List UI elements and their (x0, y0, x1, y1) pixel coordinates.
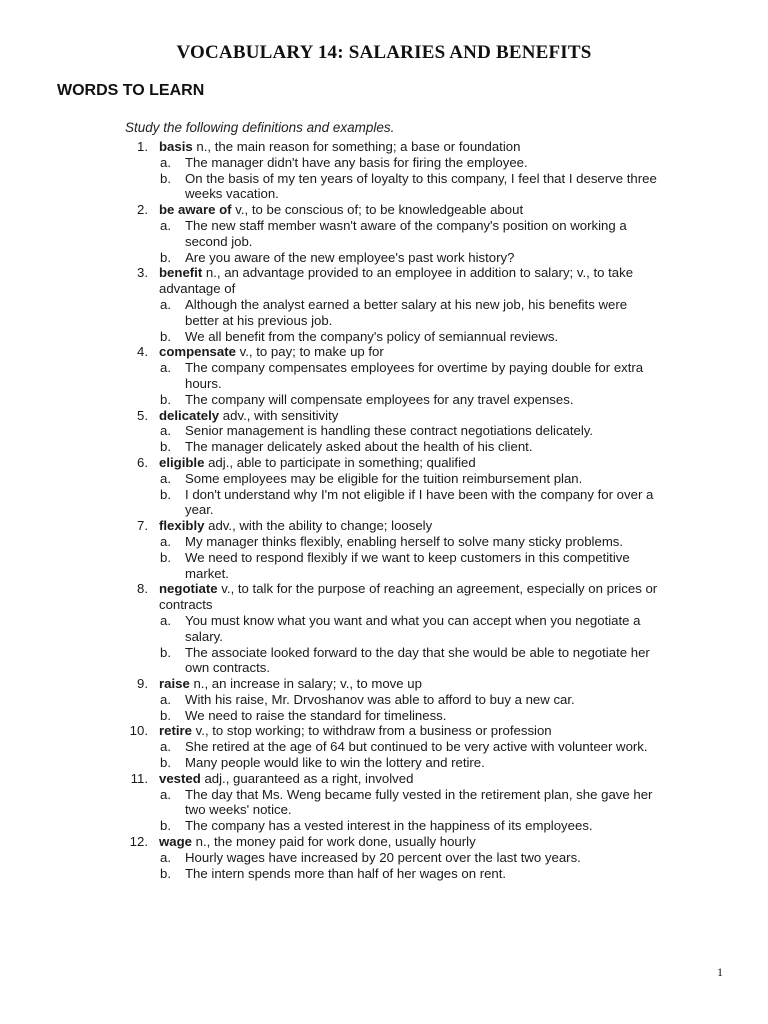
example-letter: a. (160, 217, 171, 233)
example-letter: b. (160, 391, 171, 407)
definition: n., an advantage provided to an employee in addition to salary; v., to take advantage of (159, 265, 634, 297)
vocab-entry (115, 518, 660, 581)
example-text: You must know what you want and what you can accept when you negotiate a salary. (185, 612, 641, 644)
vocab-entry (115, 455, 660, 518)
example-text: The manager delicately asked about the health of his client. (185, 439, 533, 455)
example (115, 218, 660, 250)
vocab-word: delicately (159, 407, 220, 423)
example (115, 787, 660, 819)
example-letter: a. (160, 360, 171, 376)
vocab-entry (115, 834, 660, 881)
vocab-word: be aware of (159, 202, 232, 218)
example-text: The intern spends more than half of her wages on rent. (185, 865, 507, 881)
example-letter: a. (160, 423, 171, 439)
vocab-word: compensate (159, 344, 236, 360)
example-letter: b. (160, 549, 171, 565)
definition: v., to be conscious of; to be knowledgeable about (231, 202, 524, 218)
example-text: The associate looked forward to the day that she would be able to negotiate her own contracts. (185, 644, 650, 676)
example (115, 439, 660, 455)
example-letter: b. (160, 439, 171, 455)
example-letter: b. (160, 170, 171, 186)
example (115, 550, 660, 582)
vocab-word: retire (159, 723, 192, 739)
example (115, 171, 660, 203)
example-text: Many people would like to win the lottery and retire. (185, 755, 485, 771)
entry-number: 12. (129, 834, 148, 850)
example-letter: a. (160, 612, 171, 628)
entry-number: 8. (137, 581, 148, 597)
example (115, 755, 660, 771)
entry-number: 3. (137, 265, 148, 281)
vocab-entry (115, 202, 660, 265)
example-letter: a. (160, 296, 171, 312)
entry-number: 1. (137, 139, 148, 154)
entry-number: 11. (130, 770, 148, 786)
entry-number: 5. (137, 407, 148, 423)
example-text: Although the analyst earned a better salary at his new job, his benefits were better at his previous job. (185, 296, 628, 328)
example (115, 329, 660, 345)
example-letter: a. (160, 849, 171, 865)
vocab-entry (115, 676, 660, 723)
vocab-entry (115, 344, 660, 407)
example (115, 250, 660, 266)
vocab-word: basis (159, 139, 193, 154)
example (115, 818, 660, 834)
example-letter: a. (160, 739, 171, 755)
example (115, 392, 660, 408)
example-text: Are you aware of the new employee's past work history? (185, 249, 515, 265)
instructions: Study the following definitions and examples. (125, 120, 395, 135)
example-text: The company will compensate employees for any travel expenses. (185, 391, 574, 407)
example-letter: b. (160, 328, 171, 344)
vocab-entry (115, 771, 660, 834)
definition: v., to talk for the purpose of reaching an agreement, especially on prices or contracts (159, 581, 658, 613)
vocab-entry (115, 581, 660, 676)
vocab-word: eligible (159, 454, 205, 470)
definition: adj., able to participate in something; qualified (204, 454, 476, 470)
page-number: 1 (717, 965, 723, 979)
example-letter: a. (160, 470, 171, 486)
example-text: Some employees may be eligible for the tuition reimbursement plan. (185, 470, 583, 486)
entry-number: 4. (137, 344, 148, 360)
definition: adv., with sensitivity (219, 407, 339, 423)
example-text: The company compensates employees for overtime by paying double for extra hours. (185, 360, 644, 391)
definition: v., to stop working; to withdraw from a business or profession (192, 723, 552, 739)
example-text: Hourly wages have increased by 20 percent over the last two years. (185, 849, 581, 865)
example-letter: a. (160, 154, 171, 170)
definition: adj., guaranteed as a right, involved (200, 770, 414, 786)
vocab-entry (115, 139, 660, 202)
example-text: The manager didn't have any basis for firing the employee. (185, 154, 528, 170)
example (115, 613, 660, 645)
vocab-word: benefit (159, 265, 203, 281)
example (115, 850, 660, 866)
example (115, 487, 660, 519)
entry-number: 6. (137, 454, 148, 470)
vocab-entry (115, 408, 660, 455)
example-text: The new staff member wasn't aware of the company's position on working a second job. (185, 217, 627, 249)
definition: adv., with the ability to change; loosely (204, 518, 433, 534)
example (115, 692, 660, 708)
entry-number: 2. (137, 202, 148, 218)
example-text: On the basis of my ten years of loyalty to this company, I feel that I deserve three weeks vacation. (185, 170, 657, 202)
example-text: We all benefit from the company's policy of semiannual reviews. (185, 328, 559, 344)
entry-number: 9. (137, 676, 148, 692)
example (115, 471, 660, 487)
example-letter: b. (160, 865, 171, 881)
definition: n., an increase in salary; v., to move up (189, 676, 422, 692)
example-text: The company has a vested interest in the happiness of its employees. (185, 818, 593, 834)
page-title: VOCABULARY 14: SALARIES AND BENEFITS (176, 42, 592, 63)
example-text: With his raise, Mr. Drvoshanov was able to afford to buy a new car. (185, 691, 575, 707)
vocab-word: flexibly (159, 518, 205, 534)
example-text: Senior management is handling these contract negotiations delicately. (185, 423, 594, 439)
vocab-entry (115, 723, 660, 770)
example-letter: b. (160, 755, 171, 771)
example-text: My manager thinks flexibly, enabling herself to solve many sticky problems. (185, 533, 624, 549)
example-text: We need to raise the standard for timeliness. (185, 707, 447, 723)
example (115, 297, 660, 329)
example (115, 534, 660, 550)
example (115, 708, 660, 724)
example-letter: a. (160, 691, 171, 707)
example-text: She retired at the age of 64 but continued to be very active with volunteer work. (185, 739, 648, 755)
definition: n., the money paid for work done, usually hourly (191, 834, 476, 850)
example (115, 360, 660, 392)
example (115, 423, 660, 439)
example-text: The day that Ms. Weng became fully vested in the retirement plan, she gave her two weeks' notice. (185, 786, 653, 818)
entry-number: 7. (137, 518, 148, 534)
example-letter: b. (160, 249, 171, 265)
example (115, 866, 660, 882)
example-text: I don't understand why I'm not eligible if I have been with the company for over a year. (185, 486, 654, 518)
example (115, 155, 660, 171)
example-letter: b. (160, 818, 171, 834)
vocab-word: vested (159, 770, 201, 786)
example-letter: a. (160, 533, 171, 549)
vocab-word: negotiate (159, 581, 218, 597)
entry-number: 10. (129, 723, 148, 739)
definition: n., the main reason for something; a base or foundation (192, 139, 521, 154)
example-letter: b. (160, 486, 171, 502)
vocabulary-list (115, 139, 660, 881)
example-letter: b. (160, 644, 171, 660)
vocab-word: wage (159, 834, 192, 850)
definition: v., to pay; to make up for (235, 344, 384, 360)
example (115, 739, 660, 755)
vocab-word: raise (159, 676, 190, 692)
example (115, 645, 660, 677)
section-heading: WORDS TO LEARN (57, 82, 205, 99)
vocab-entry (115, 265, 660, 344)
example-text: We need to respond flexibly if we want to keep customers in this competitive market. (185, 549, 630, 581)
example-letter: a. (160, 786, 171, 802)
example-letter: b. (160, 707, 171, 723)
